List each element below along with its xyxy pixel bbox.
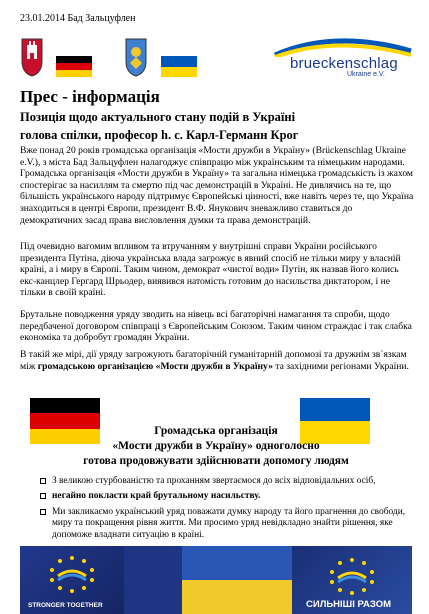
checkbox-icon [40, 478, 46, 484]
paragraph-aid-bold: громадською організацією «Мости дружби в Україну» [37, 360, 273, 372]
appeal-list [40, 476, 412, 545]
header-banner [20, 37, 412, 81]
list-item [40, 476, 412, 487]
checkbox-icon [40, 493, 46, 499]
dateline: 23.01.2014 Бад Зальцуфлен [20, 13, 136, 24]
stronger-together-ua-tile [292, 546, 412, 614]
paragraph-eu: Брутальне поводження уряду зводить на нівець всі багаторічні намагання та спроби, щодо передбаченої договором співпраці з Європейським Союзом. Таким чином страждає і так слабка економіка та добробут громадян України. [20, 309, 412, 344]
brueckenschlag-logo [235, 37, 412, 81]
org-line: готова продовжувати здійснювати допомогу людям [83, 455, 349, 467]
org-line: «Мости дружби в Україну» одноголосно [112, 440, 320, 452]
paragraph-aid-start: В такій же мірі, дії уряду загрожують багаторічній гуманітарній допомозі та дружнім зв`язкам між [20, 349, 407, 372]
paragraph-intro: Вже понад 20 років громадська організація «Мости дружби в Україну» (Brückenschlag Ukraine e.V.), з міста Бад Зальцуфлен налагоджує співпрацю між українським та німецьким народами. Громадська організація «Мости дружби в Україну» та загальна німецька громадськість із жахом спостерігає за насиллям та смертю під час демонстрацій в Україні. Не дивлячись на те, що більшість українського народу підтримує Європейські цінності, вже навіть через те, що Україна знаходиться в центрі Європи, президент В.Ф. Янукович зневажливо ставиться до демократичних засад права висловлення думки та права демонстрацій. [20, 145, 414, 226]
page-title: Прес - інформація [20, 87, 160, 106]
brand-subtitle: Ukraine e.V. [347, 71, 385, 78]
list-item-text: Ми закликаємо український уряд поважати думку народу та його прагнення до свободи, миру та покращення рівня життя. Ми просимо уряд невідкладно знайти рішення, яке допоможе владнати ситуацію в країні. [52, 506, 406, 540]
organization-statement [20, 424, 412, 469]
german-flag-icon [56, 56, 92, 77]
page-subtitle [20, 108, 412, 144]
bridge-arc-icon [235, 37, 412, 57]
list-item [40, 507, 412, 541]
brand-name: brueckenschlag [290, 55, 398, 72]
checkbox-icon [40, 509, 46, 515]
footer-image-strip [20, 546, 412, 614]
flag-photo-tile [182, 546, 292, 614]
subtitle-line: голова спілки, професор h. c. Карл-Германн Крог [20, 128, 299, 142]
list-item-text: негайно покласти край брутальному насильству. [52, 491, 261, 502]
stronger-together-tile [20, 546, 124, 614]
motto-stronger-together: STRONGER TOGETHER [28, 602, 103, 609]
org-line: Громадська організація [154, 425, 278, 437]
list-item-text: З великою стурбованістю та проханням звертаємося до всіх відповідальних осіб, [52, 476, 376, 486]
eu-stars-icon [320, 556, 384, 596]
list-item [40, 491, 412, 502]
dark-tile [124, 546, 182, 614]
eu-stars-icon [40, 554, 104, 594]
paragraph-putin: Під очевидно вагомим впливом та втручанням у внутрішні справи України російського президента Путіна, діюча українська влада загрожує в явний спосіб не тільки миру у власній країні, а і миру в Європі. Таким чином, демократ «чистої води» Путін, як назвав його колись екс-канцлер Гергард Шрьодер, виявився натомість готовим до насильства диктатором, і не тільки в своїй країні. [20, 241, 401, 299]
ukrainian-flag-icon [161, 56, 197, 77]
paragraph-aid-end: та західними регіонами України. [272, 360, 409, 372]
coat-of-arms-icon [20, 37, 44, 77]
coat-of-arms-icon [124, 37, 148, 77]
subtitle-line: Позиція щодо актуального стану подій в Україні [20, 110, 296, 124]
motto-stronger-together-ua: СИЛЬНІШІ РАЗОМ [306, 599, 391, 610]
paragraph-aid [20, 349, 415, 372]
